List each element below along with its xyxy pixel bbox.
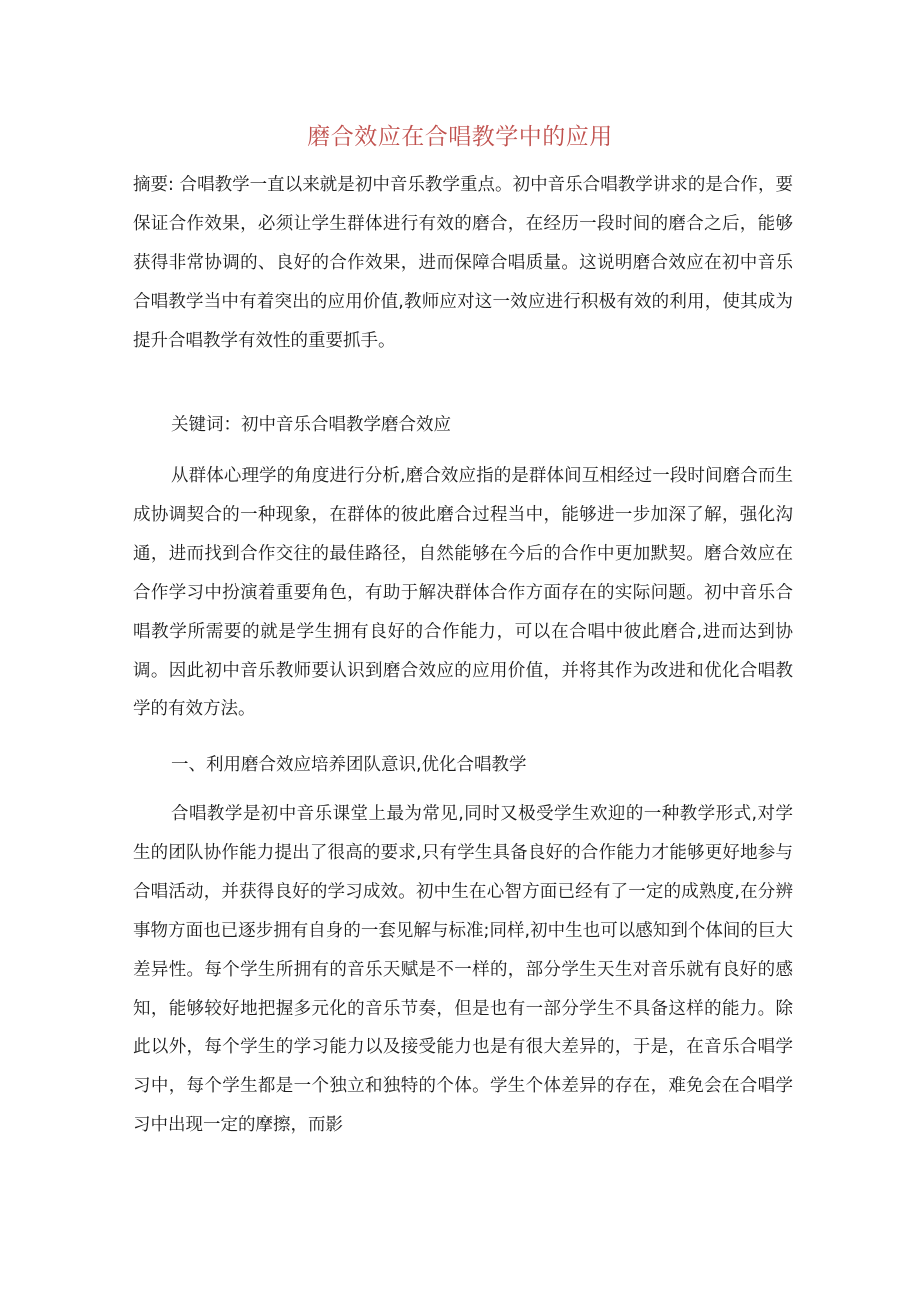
keywords-line: 关键词：初中音乐合唱教学磨合效应 bbox=[171, 415, 451, 435]
section-heading-1: 一、利用磨合效应培养团队意识,优化合唱教学 bbox=[171, 755, 527, 775]
abstract-paragraph: 摘要: 合唱教学一直以来就是初中音乐教学重点。初中音乐合唱教学讲求的是合作，要保证合作效果，必须让学生群体进行有效的磨合，在经历一段时间的磨合之后，能够获得非常协调的、良好的合作效果，进而保障合唱质量。这说明磨合效应在初中音乐合唱教学当中有着突出的应用价值,教师应对这一效应进行积极有效的利用，使其成为提升合唱教学有效性的重要抓手。 bbox=[133, 175, 793, 351]
body-paragraph-2: 合唱教学是初中音乐课堂上最为常见,同时又极受学生欢迎的一种教学形式,对学生的团队协作能力提出了很高的要求,只有学生具备良好的合作能力才能够更好地参与合唱活动，并获得良好的学习成效。初中生在心智方面已经有了一定的成熟度,在分辨事物方面也已逐步拥有自身的一套见解与标准;同样,初中生也可以感知到个体间的巨大差异性。每个学生所拥有的音乐天赋是不一样的，部分学生天生对音乐就有良好的感知，能够较好地把握多元化的音乐节奏，但是也有一部分学生不具备这样的能力。除此以外，每个学生的学习能力以及接受能力也是有很大差异的，于是，在音乐合唱学习中，每个学生都是一个独立和独特的个体。学生个体差异的存在，难免会在合唱学习中出现一定的摩擦，而影 bbox=[133, 804, 793, 1136]
document-title: 磨合效应在合唱教学中的应用 bbox=[307, 124, 613, 150]
body-paragraph-1: 从群体心理学的角度进行分析,磨合效应指的是群体间互相经过一段时间磨合而生成协调契合的一种现象，在群体的彼此磨合过程当中，能够进一步加深了解，强化沟通，进而找到合作交往的最佳路径，自然能够在今后的合作中更加默契。磨合效应在合作学习中扮演着重要角色，有助于解决群体合作方面存在的实际问题。初中音乐合唱教学所需要的就是学生拥有良好的合作能力，可以在合唱中彼此磨合,进而达到协调。因此初中音乐教师要认识到磨合效应的应用价值，并将其作为改进和优化合唱教学的有效方法。 bbox=[133, 466, 793, 720]
